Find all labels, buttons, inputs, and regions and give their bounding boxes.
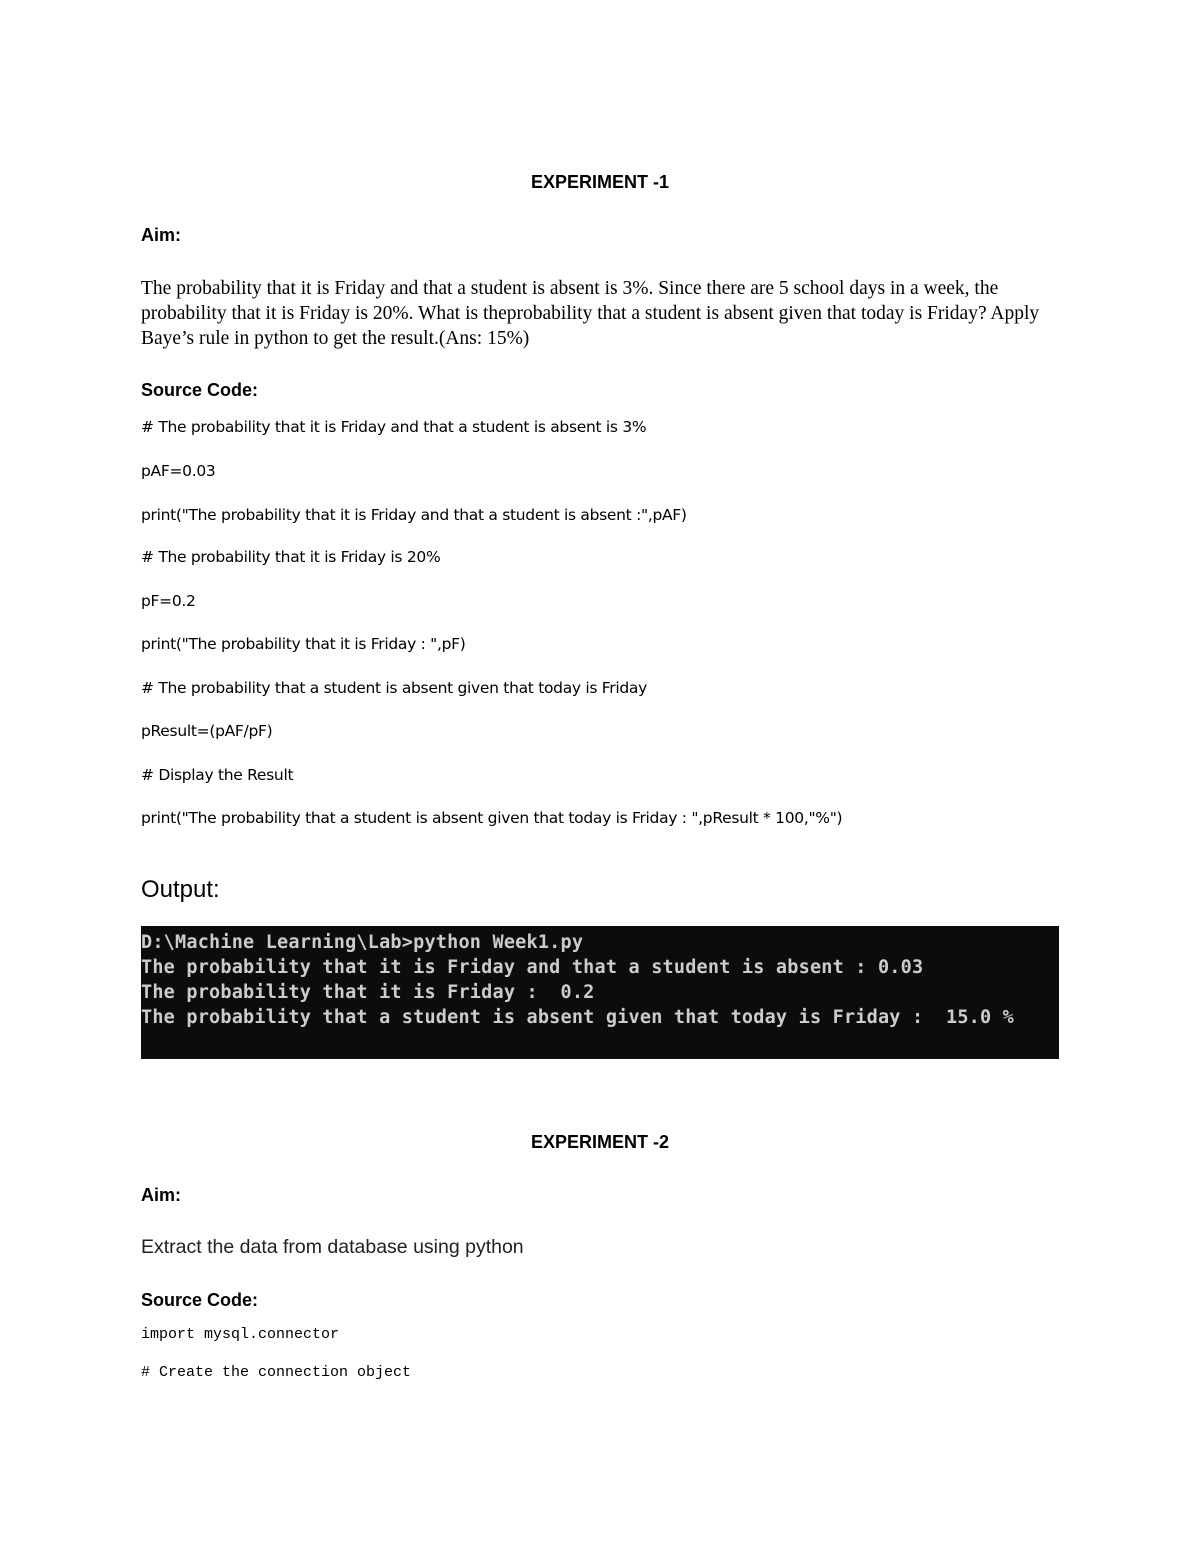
- code-line: # The probability that it is Friday and that a student is absent is 3%: [141, 418, 647, 436]
- output-label: Output:: [141, 876, 220, 903]
- code-line: print("The probability that it is Friday : ",pF): [141, 635, 466, 653]
- code-line: pF=0.2: [141, 592, 196, 610]
- terminal-line: D:\Machine Learning\Lab>python Week1.py: [141, 932, 584, 953]
- code-line: # The probability that it is Friday is 20%: [141, 548, 441, 566]
- experiment-1-source-label: Source Code:: [141, 380, 259, 400]
- code-line: # Display the Result: [141, 766, 294, 784]
- code-line: # The probability that a student is absent given that today is Friday: [141, 679, 647, 697]
- code-line: pAF=0.03: [141, 462, 216, 480]
- terminal-line: The probability that a student is absent given that today is Friday : 15.0 %: [141, 1007, 1015, 1028]
- experiment-2-source-label: Source Code:: [141, 1290, 259, 1310]
- code-line: pResult=(pAF/pF): [141, 722, 273, 740]
- code-line: # Create the connection object: [141, 1364, 412, 1381]
- experiment-2-aim-label: Aim:: [141, 1185, 181, 1205]
- code-line: print("The probability that it is Friday and that a student is absent :",pAF): [141, 506, 687, 524]
- terminal-line: The probability that it is Friday : 0.2: [141, 982, 595, 1003]
- experiment-2-title: EXPERIMENT -2: [530, 1132, 670, 1152]
- terminal-output: [141, 926, 1059, 1059]
- experiment-1-title: EXPERIMENT -1: [530, 172, 670, 192]
- code-line: print("The probability that a student is absent given that today is Friday : ",pResult * 100,"%"): [141, 809, 843, 827]
- experiment-2-aim-text: Extract the data from database using python: [141, 1236, 524, 1258]
- terminal-line: The probability that it is Friday and that a student is absent : 0.03: [141, 957, 924, 978]
- code-line: import mysql.connector: [141, 1326, 340, 1343]
- experiment-1-aim-text: The probability that it is Friday and that a student is absent is 3%. Since there are 5 school days in a week, the probability that it is Friday is 20%. What is theprobability that a student is absent given that today is Friday? Apply Baye’s rule in python to get the result.(Ans: 15%): [141, 278, 1040, 349]
- experiment-1-aim-label: Aim:: [141, 225, 181, 245]
